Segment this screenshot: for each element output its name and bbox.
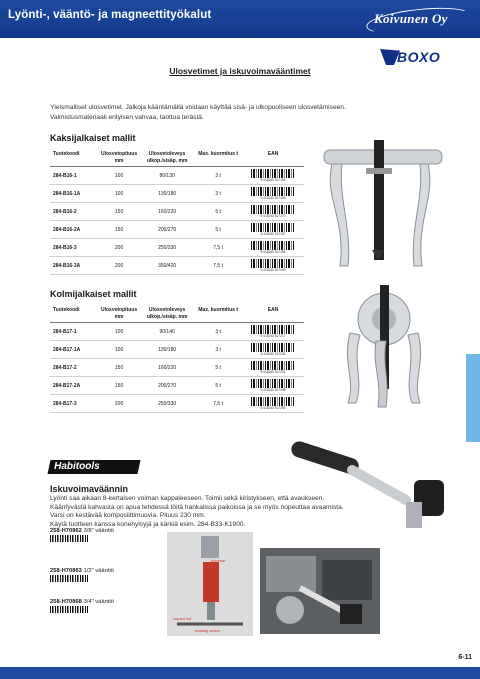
pull-width: 130/180 bbox=[140, 185, 194, 203]
pull-width: 80/130 bbox=[140, 167, 194, 185]
habitools-logo bbox=[48, 460, 141, 474]
table-row bbox=[50, 257, 304, 275]
th-length: Ulosvetopituus mm bbox=[98, 305, 140, 323]
pull-length: 200 bbox=[98, 239, 140, 257]
pull-width: 90/140 bbox=[140, 323, 194, 341]
table-row bbox=[50, 341, 304, 359]
wrench-item-1 bbox=[50, 528, 114, 542]
wrench-title: Iskuvoimaväännin bbox=[50, 484, 129, 494]
three-jaw-puller-image bbox=[320, 283, 448, 411]
barcode-icon bbox=[50, 535, 88, 542]
table1-body bbox=[50, 167, 304, 275]
two-jaw-table bbox=[50, 149, 304, 275]
max-load: 3 t bbox=[194, 323, 242, 341]
header-bar bbox=[0, 0, 480, 38]
footer-bar bbox=[0, 667, 480, 679]
table-row bbox=[50, 359, 304, 377]
pull-width: 200/270 bbox=[140, 377, 194, 395]
product-code: 284-B16-3 bbox=[50, 239, 98, 257]
ean-number: 6 416240 517163 bbox=[260, 195, 286, 200]
barcode-icon bbox=[50, 606, 88, 613]
logo-text: Koivunen Oy bbox=[374, 11, 448, 26]
product-code: 284-B16-1 bbox=[50, 167, 98, 185]
wrench-desc-line-3: Varsi on kestävää komposiittimuovia. Pituus 230 mm. bbox=[50, 512, 206, 520]
pull-length: 200 bbox=[98, 257, 140, 275]
table-row bbox=[50, 395, 304, 413]
ean-cell bbox=[242, 167, 304, 185]
page-number: 6-11 bbox=[458, 654, 472, 661]
max-load: 5 t bbox=[194, 377, 242, 395]
ean-cell bbox=[242, 257, 304, 275]
ean-cell bbox=[242, 341, 304, 359]
wrench-desc-line-4: Käytä tuotteen kanssa konehylsyjä ja kärkiä esim. 284-B33-K1900. bbox=[50, 520, 246, 528]
pull-length: 100 bbox=[98, 341, 140, 359]
three-jaw-table bbox=[50, 305, 304, 413]
barcode-icon bbox=[251, 169, 295, 178]
wrench-item-3 bbox=[50, 599, 114, 613]
th-load: Max. kuormitus t bbox=[194, 305, 242, 323]
th-load: Max. kuormitus t bbox=[194, 149, 242, 167]
barcode-icon bbox=[251, 259, 295, 268]
wrench-item-2 bbox=[50, 568, 114, 582]
th-length: Ulosvetopituus mm bbox=[98, 149, 140, 167]
max-load: 3 t bbox=[194, 341, 242, 359]
table-row bbox=[50, 323, 304, 341]
max-load: 3 t bbox=[194, 185, 242, 203]
th-ean: EAN bbox=[242, 305, 304, 323]
th-code: Tuotekoodi bbox=[50, 149, 98, 167]
pull-length: 150 bbox=[98, 203, 140, 221]
table-row bbox=[50, 239, 304, 257]
product-code: 284-B16-2A bbox=[50, 221, 98, 239]
product-code: 284-B17-1A bbox=[50, 341, 98, 359]
wrench-size: 3/4" vääntiö bbox=[83, 599, 114, 605]
pull-length: 150 bbox=[98, 359, 140, 377]
table-row bbox=[50, 203, 304, 221]
product-code: 284-B17-3 bbox=[50, 395, 98, 413]
barcode-icon bbox=[50, 575, 88, 582]
ean-number: 6 416240 517248 bbox=[260, 387, 286, 392]
ean-cell bbox=[242, 221, 304, 239]
table1-title: Kaksijalkaiset mallit bbox=[50, 133, 136, 143]
ean-cell bbox=[242, 203, 304, 221]
wrench-size: 3/8" vääntiö bbox=[83, 528, 114, 534]
pull-length: 100 bbox=[98, 185, 140, 203]
section-side-tab bbox=[466, 354, 480, 442]
product-code: 284-B17-2 bbox=[50, 359, 98, 377]
product-code: 284-B16-1A bbox=[50, 185, 98, 203]
wrench-size: 1/2" vääntiö bbox=[83, 568, 114, 574]
max-load: 5 t bbox=[194, 221, 242, 239]
max-load: 5 t bbox=[194, 203, 242, 221]
barcode-icon bbox=[251, 361, 295, 370]
ean-number: 6 416240 517224 bbox=[260, 351, 286, 356]
max-load: 7,5 t bbox=[194, 257, 242, 275]
wrench-desc-line-2: Kääntyvästä kahvasta on apua tehdessä töitä hankalissa paikoissa ja se myös nopeuttaa avaamista. bbox=[50, 503, 344, 511]
product-code: 284-B17-2A bbox=[50, 377, 98, 395]
ean-cell bbox=[242, 377, 304, 395]
pull-length: 150 bbox=[98, 377, 140, 395]
wrench-code: 258-H70863 bbox=[50, 568, 82, 574]
th-code: Tuotekoodi bbox=[50, 305, 98, 323]
product-code: 284-B17-1 bbox=[50, 323, 98, 341]
intro-text bbox=[50, 103, 390, 122]
koivunen-logo bbox=[366, 6, 472, 32]
ean-number: 6 416240 517200 bbox=[260, 267, 286, 272]
barcode-icon bbox=[251, 241, 295, 250]
pull-length: 150 bbox=[98, 221, 140, 239]
barcode-icon bbox=[251, 223, 295, 232]
barcode-icon bbox=[251, 379, 295, 388]
wrench-desc-line-1: Lyönti saa aikaan 8-kertaisen voiman kappaleeseen. Toimii sekä kiristykseen, että avaukseen. bbox=[50, 495, 325, 502]
max-load: 7,5 t bbox=[194, 239, 242, 257]
engine-photo bbox=[260, 548, 380, 634]
barcode-icon bbox=[251, 397, 295, 406]
ean-number: 6 416240 517187 bbox=[260, 231, 286, 236]
table2-body bbox=[50, 323, 304, 413]
table2-title: Kolmijalkaiset mallit bbox=[50, 289, 137, 299]
intro-line-2: Valmistusmateriaali erityisen vahvaa, taottua terästä. bbox=[50, 113, 204, 121]
pull-width: 160/220 bbox=[140, 203, 194, 221]
header-title: Lyönti-, vääntö- ja magneettityökalut bbox=[8, 9, 212, 21]
pull-width: 160/220 bbox=[140, 359, 194, 377]
table-row bbox=[50, 167, 304, 185]
pull-length: 200 bbox=[98, 395, 140, 413]
ean-number: 6 416240 517217 bbox=[260, 333, 286, 338]
annotation-twisting: twisting action bbox=[195, 628, 221, 633]
barcode-icon bbox=[251, 325, 295, 334]
barcode-icon bbox=[251, 343, 295, 352]
table-row bbox=[50, 221, 304, 239]
barcode-icon bbox=[251, 205, 295, 214]
pull-width: 250/330 bbox=[140, 395, 194, 413]
ean-cell bbox=[242, 359, 304, 377]
ean-number: 6 416240 517156 bbox=[260, 177, 286, 182]
max-load: 5 t bbox=[194, 359, 242, 377]
pull-width: 200/270 bbox=[140, 221, 194, 239]
two-jaw-puller-image bbox=[316, 138, 454, 278]
pull-width: 130/180 bbox=[140, 341, 194, 359]
ean-cell bbox=[242, 323, 304, 341]
pull-length: 100 bbox=[98, 167, 140, 185]
product-code: 284-B16-2 bbox=[50, 203, 98, 221]
usage-diagram bbox=[167, 532, 253, 636]
table-row bbox=[50, 377, 304, 395]
annotation-impact-bar: impact bar bbox=[173, 616, 192, 621]
product-code: 284-B16-3A bbox=[50, 257, 98, 275]
ean-number: 6 416240 517231 bbox=[260, 369, 286, 374]
max-load: 7,5 t bbox=[194, 395, 242, 413]
table-row bbox=[50, 185, 304, 203]
boxo-logo bbox=[380, 49, 458, 65]
pull-width: 250/330 bbox=[140, 239, 194, 257]
ean-cell bbox=[242, 185, 304, 203]
ean-cell bbox=[242, 395, 304, 413]
ean-cell bbox=[242, 239, 304, 257]
th-ean: EAN bbox=[242, 149, 304, 167]
impact-wrench-image bbox=[286, 440, 456, 536]
boxo-text: BOXO bbox=[397, 49, 441, 65]
section-title: Ulosvetimet ja iskuvoimavääntimet bbox=[169, 66, 311, 76]
max-load: 3 t bbox=[194, 167, 242, 185]
pull-width: 350/420 bbox=[140, 257, 194, 275]
intro-line-1: Yleismalliset ulosvetimet. Jalkoja kääntämällä voidaan käyttää sisä- ja ulkopuoliseen ulosvetämiseen. bbox=[50, 104, 346, 111]
pull-length: 100 bbox=[98, 323, 140, 341]
th-width: Ulosvetoleveys ulkop./sisäp. mm bbox=[140, 305, 194, 323]
ean-number: 6 416240 517194 bbox=[260, 249, 286, 254]
barcode-icon bbox=[251, 187, 295, 196]
annotation-hammer: hammer bbox=[211, 558, 226, 563]
ean-number: 6 416240 517255 bbox=[260, 405, 286, 410]
wrench-code: 258-H70868 bbox=[50, 599, 82, 605]
th-width: Ulosvetoleveys ulkop./sisäp. mm bbox=[140, 149, 194, 167]
ean-number: 6 416240 517170 bbox=[260, 213, 286, 218]
wrench-code: 258-H70862 bbox=[50, 528, 82, 534]
habitools-text: Habitools bbox=[54, 461, 100, 472]
